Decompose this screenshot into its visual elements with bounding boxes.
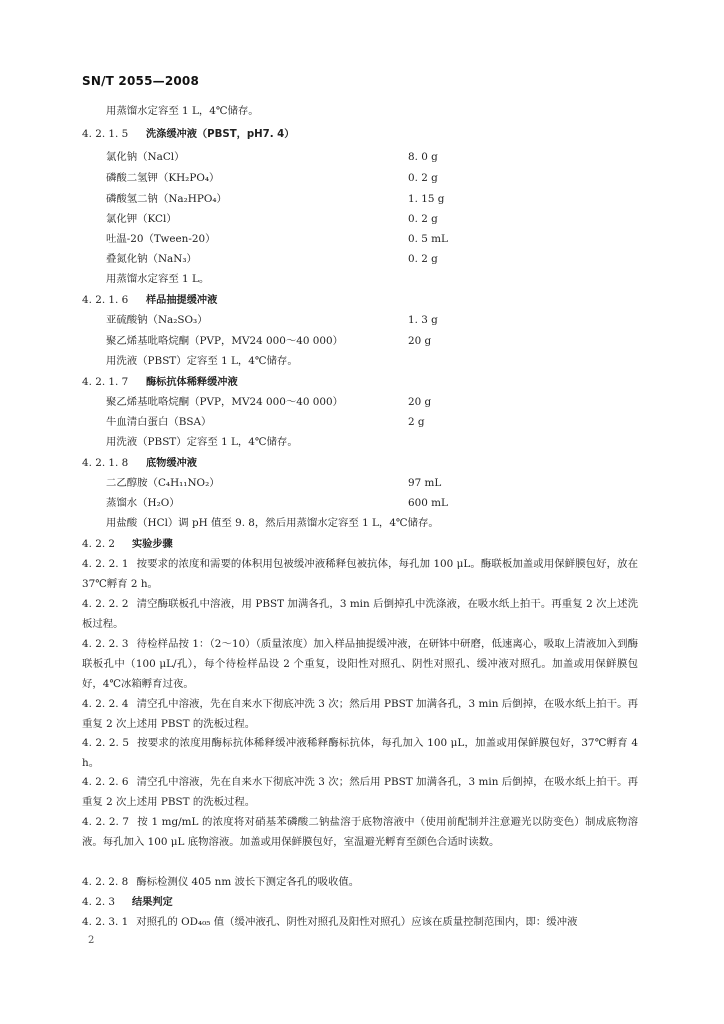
section-title: 底物缓冲液 (146, 458, 197, 469)
reagent-row (106, 415, 646, 429)
page-number: 2 (88, 935, 95, 946)
step-text: 待检样品按 1：（2～10）（质量浓度）加入样品抽提缓冲液，在研钵中研磨，低速离心，吸取上清液加入到酶联板孔中（100 μL/孔），每个待检样品设 2 个重复，设阳性对照孔、阴性对照孔、缓冲液对照孔。加盖或用保鲜膜包好，4℃冰箱孵育过夜。 (82, 638, 638, 690)
text-line-substrate-note: 用盐酸（HCl）调 pH 值至 9. 8，然后用蒸馏水定容至 1 L，4℃储存。 (106, 517, 439, 529)
step-number: 4. 2. 2. 8 (82, 876, 129, 888)
reagent-name: 蒸馏水（H₂O） (106, 497, 180, 509)
section-title: 样品抽提缓冲液 (146, 295, 218, 306)
reagent-name: 氯化钠（NaCl） (106, 151, 185, 163)
reagent-name: 亚硫酸钠（Na₂SO₃） (106, 314, 208, 326)
reagent-name: 叠氮化钠（NaN₃） (106, 253, 197, 265)
section-number: 4. 2. 3 (82, 896, 116, 908)
step-paragraph-4-2-2-3 (82, 634, 638, 694)
reagent-name: 磷酸二氢钾（KH₂PO₄） (106, 172, 220, 184)
section-heading-4-2-1-7 (82, 375, 238, 390)
reagent-name: 氯化钾（KCl） (106, 213, 177, 225)
section-number: 4. 2. 1. 8 (82, 457, 129, 469)
step-paragraph-4-2-2-2 (82, 594, 638, 634)
text-line-pbst-note: 用蒸馏水定容至 1 L。 (106, 273, 210, 285)
step-paragraph-4-2-3-1 (82, 912, 638, 932)
reagent-row (106, 171, 646, 185)
section-number: 4. 2. 2 (82, 538, 116, 550)
section-title: 实验步骤 (132, 539, 173, 550)
step-number: 4. 2. 2. 6 (82, 776, 129, 788)
section-title: 洗涤缓冲液（PBST，pH7. 4） (146, 129, 295, 140)
step-number: 4. 2. 2. 3 (82, 638, 129, 650)
reagent-amount: 97 mL (408, 477, 442, 489)
reagent-row (106, 252, 646, 266)
step-text: 按要求的浓度和需要的体积用包被缓冲液稀释包被抗体，每孔加 100 μL。酶联板加盖或用保鲜膜包好，放在 37℃孵育 2 h。 (82, 558, 638, 590)
step-text: 清空酶联板孔中溶液，用 PBST 加满各孔，3 min 后倒掉孔中洗涤液，在吸水纸上拍干。再重复 2 次上述洗板过程。 (82, 598, 638, 630)
step-paragraph-4-2-2-1 (82, 554, 638, 594)
reagent-name: 牛血清白蛋白（BSA） (106, 416, 212, 428)
section-title: 酶标抗体稀释缓冲液 (146, 377, 238, 388)
section-heading-4-2-2 (82, 537, 173, 552)
section-number: 4. 2. 1. 6 (82, 294, 129, 306)
section-number: 4. 2. 1. 7 (82, 376, 129, 388)
step-text: 按 1 mg/mL 的浓度将对硝基苯磷酸二钠盐溶于底物溶液中（使用前配制并注意避光以防变色）制成底物溶液。每孔加入 100 μL 底物溶液。加盖或用保鲜膜包好，室温避光孵育至颜色合适时读数。 (82, 816, 638, 848)
reagent-amount: 0. 5 mL (408, 233, 448, 245)
reagent-row (106, 192, 646, 206)
reagent-row (106, 313, 646, 327)
section-title: 结果判定 (132, 897, 173, 908)
step-text: 对照孔的 OD₄₀₅ 值（缓冲液孔、阴性对照孔及阳性对照孔）应该在质量控制范围内，即：缓冲液 (136, 916, 578, 928)
reagent-row (106, 334, 646, 348)
reagent-amount: 0. 2 g (408, 172, 438, 184)
reagent-amount: 1. 3 g (408, 314, 438, 326)
step-paragraph-4-2-2-8 (82, 872, 638, 892)
section-heading-4-2-1-5 (82, 127, 294, 142)
text-line-extract-note: 用洗液（PBST）定容至 1 L，4℃储存。 (106, 355, 298, 367)
section-heading-4-2-3 (82, 895, 173, 910)
reagent-row (106, 476, 646, 490)
reagent-row (106, 232, 646, 246)
step-text: 酶标检测仪 405 nm 波长下测定各孔的吸收值。 (136, 876, 360, 888)
reagent-name: 磷酸氢二钠（Na₂HPO₄） (106, 193, 227, 205)
step-paragraph-4-2-2-6 (82, 772, 638, 812)
step-number: 4. 2. 2. 5 (82, 737, 129, 749)
step-paragraph-4-2-2-7 (82, 812, 638, 852)
reagent-name: 吐温-20（Tween-20） (106, 233, 216, 245)
step-number: 4. 2. 2. 7 (82, 816, 130, 828)
section-heading-4-2-1-8 (82, 456, 197, 471)
section-number: 4. 2. 1. 5 (82, 128, 129, 140)
step-number: 4. 2. 2. 2 (82, 598, 129, 610)
text-line-diluent-note: 用洗液（PBST）定容至 1 L，4℃储存。 (106, 436, 298, 448)
step-number: 4. 2. 2. 4 (82, 698, 129, 710)
reagent-amount: 8. 0 g (408, 151, 438, 163)
reagent-row (106, 395, 646, 409)
step-text: 清空孔中溶液，先在自来水下彻底冲洗 3 次；然后用 PBST 加满各孔，3 min 后倒掉，在吸水纸上拍干。再重复 2 次上述用 PBST 的洗板过程。 (82, 698, 638, 730)
standard-number-header: SN/T 2055—2008 (82, 74, 200, 88)
step-text: 按要求的浓度用酶标抗体稀释缓冲液稀释酶标抗体，每孔加入 100 μL，加盖或用保鲜膜包好，37℃孵育 4 h。 (82, 737, 638, 769)
section-heading-4-2-1-6 (82, 293, 217, 308)
reagent-amount: 1. 15 g (408, 193, 445, 205)
reagent-amount: 0. 2 g (408, 253, 438, 265)
reagent-amount: 600 mL (408, 497, 448, 509)
step-paragraph-4-2-2-5 (82, 733, 638, 773)
reagent-row (106, 496, 646, 510)
reagent-amount: 20 g (408, 335, 432, 347)
reagent-name: 聚乙烯基吡咯烷酮（PVP，MV24 000～40 000） (106, 396, 344, 408)
step-text: 清空孔中溶液，先在自来水下彻底冲洗 3 次；然后用 PBST 加满各孔，3 min 后倒掉，在吸水纸上拍干。再重复 2 次上述用 PBST 的洗板过程。 (82, 776, 638, 808)
step-number: 4. 2. 2. 1 (82, 558, 129, 570)
step-paragraph-4-2-2-4 (82, 694, 638, 734)
reagent-row (106, 212, 646, 226)
reagent-amount: 2 g (408, 416, 425, 428)
reagent-row (106, 150, 646, 164)
reagent-name: 聚乙烯基吡咯烷酮（PVP，MV24 000～40 000） (106, 335, 344, 347)
reagent-amount: 0. 2 g (408, 213, 438, 225)
reagent-amount: 20 g (408, 396, 432, 408)
reagent-name: 二乙醇胺（C₄H₁₁NO₂） (106, 477, 220, 489)
text-line-storage: 用蒸馏水定容至 1 L，4℃储存。 (106, 105, 259, 117)
step-number: 4. 2. 3. 1 (82, 916, 129, 928)
